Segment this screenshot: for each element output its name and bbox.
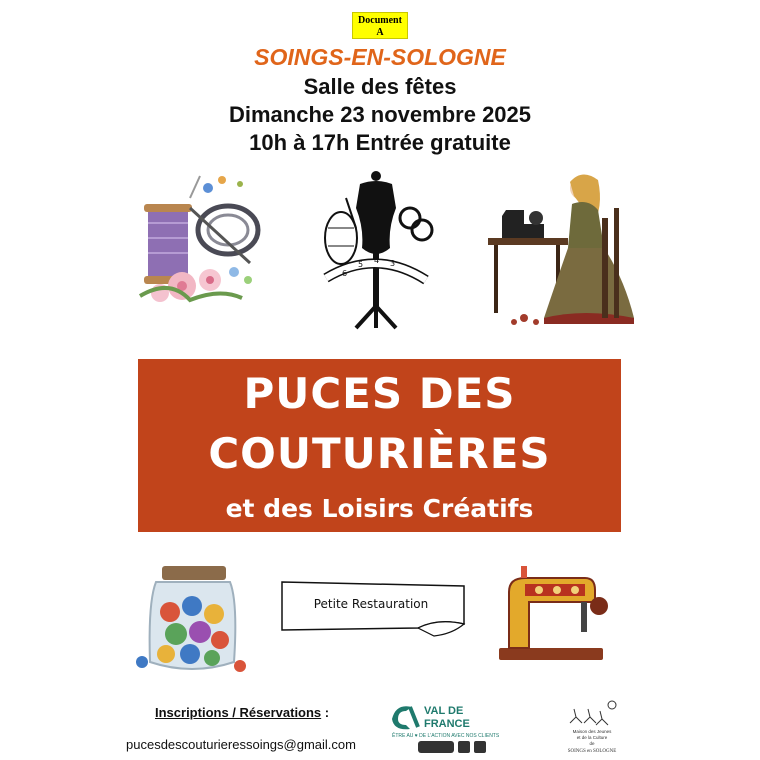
town-title: SOINGS-EN-SOLOGNE bbox=[254, 44, 506, 70]
banner-title-line1: PUCES DES bbox=[243, 369, 516, 418]
document-badge bbox=[352, 12, 408, 39]
badge-line2: A bbox=[376, 27, 384, 38]
button-jar-illustration bbox=[130, 562, 255, 677]
svg-text:FRANCE: FRANCE bbox=[424, 718, 470, 730]
svg-text:3: 3 bbox=[390, 259, 396, 268]
banner-subtitle: et des Loisirs Créatifs bbox=[225, 494, 534, 523]
dress-form-illustration bbox=[316, 168, 436, 333]
hours-text: 10h à 17h Entrée gratuite bbox=[249, 130, 511, 155]
event-banner bbox=[138, 359, 621, 532]
svg-text:6: 6 bbox=[342, 269, 348, 278]
badge-line1: Document bbox=[358, 15, 402, 26]
svg-text:5: 5 bbox=[358, 260, 364, 269]
spool-scissors-flowers-illustration bbox=[130, 168, 275, 313]
inscriptions-heading bbox=[155, 705, 329, 720]
restauration-label: Petite Restauration bbox=[313, 597, 429, 611]
svg-text:ÊTRE AU ♥ DE L'ACTION AVEC NOS: ÊTRE AU ♥ DE L'ACTION AVEC NOS CLIENTS bbox=[392, 733, 500, 739]
svg-text:SOINGS en SOLOGNE: SOINGS en SOLOGNE bbox=[567, 749, 617, 754]
mjc-logo bbox=[556, 697, 628, 759]
inscriptions-suffix: : bbox=[321, 705, 330, 720]
inscriptions-label: Inscriptions / Réservations bbox=[155, 705, 322, 720]
svg-text:et de la Culture: et de la Culture bbox=[576, 735, 608, 740]
svg-text:VAL DE: VAL DE bbox=[424, 705, 464, 717]
seamstress-illustration bbox=[484, 168, 639, 328]
credit-agricole-logo bbox=[388, 697, 524, 757]
contact-email[interactable]: pucesdescouturieressoings@gmail.com bbox=[126, 737, 356, 752]
date-text: Dimanche 23 novembre 2025 bbox=[228, 102, 532, 127]
svg-text:Maison des Jeunes: Maison des Jeunes bbox=[572, 729, 612, 734]
svg-text:de: de bbox=[589, 741, 595, 746]
banner-title-line2: COUTURIÈRES bbox=[208, 429, 551, 478]
venue-text: Salle des fêtes bbox=[303, 74, 457, 99]
svg-text:4: 4 bbox=[374, 256, 380, 265]
sewing-machine-illustration bbox=[495, 562, 610, 666]
